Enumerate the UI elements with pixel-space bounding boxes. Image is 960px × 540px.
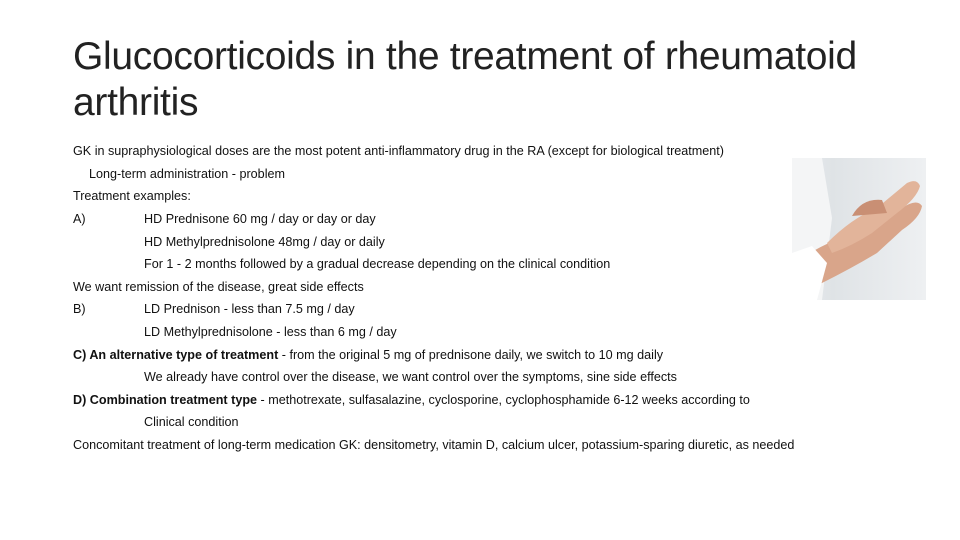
hands-illustration [792,158,926,300]
text-line: Clinical condition [144,415,239,429]
text-line: GK in supraphysiological doses are the most potent anti-inflammatory drug in the RA (except for biological treatment) [73,144,725,158]
item-heading: D) Combination treatment type [73,393,258,407]
item-text: HD Prednisone 60 mg / day or day or day [144,212,376,226]
text-line: Treatment examples: [73,189,191,203]
item-text: LD Prednison - less than 7.5 mg / day [144,302,355,316]
text-line [73,393,750,407]
text-line [73,212,376,226]
slide-title: Glucocorticoids in the treatment of rheumatoid arthritis [73,35,857,124]
text-line: Long-term administration - problem [89,167,285,181]
text-line: Concomitant treatment of long-term medication GK: densitometry, vitamin D, calcium ulcer, potassium-sparing diuretic, as needed [73,438,795,452]
text-line: LD Methylprednisolone - less than 6 mg / day [144,325,397,339]
text-line: HD Methylprednisolone 48mg / day or daily [144,235,385,249]
text-line [73,348,663,362]
item-heading: C) An alternative type of treatment [73,348,279,362]
item-text: - from the original 5 mg of prednisone daily, we switch to 10 mg daily [278,348,664,362]
item-text: - methotrexate, sulfasalazine, cyclosporine, cyclophosphamide 6-12 weeks according to [257,393,750,407]
text-line: We want remission of the disease, great side effects [73,280,364,294]
item-label: B) [73,302,86,316]
text-line [73,302,355,316]
hands-photo [792,158,926,300]
item-label: A) [73,212,86,226]
text-line: For 1 - 2 months followed by a gradual decrease depending on the clinical condition [144,257,611,271]
text-line: We already have control over the disease, we want control over the symptoms, sine side effects [144,370,677,384]
